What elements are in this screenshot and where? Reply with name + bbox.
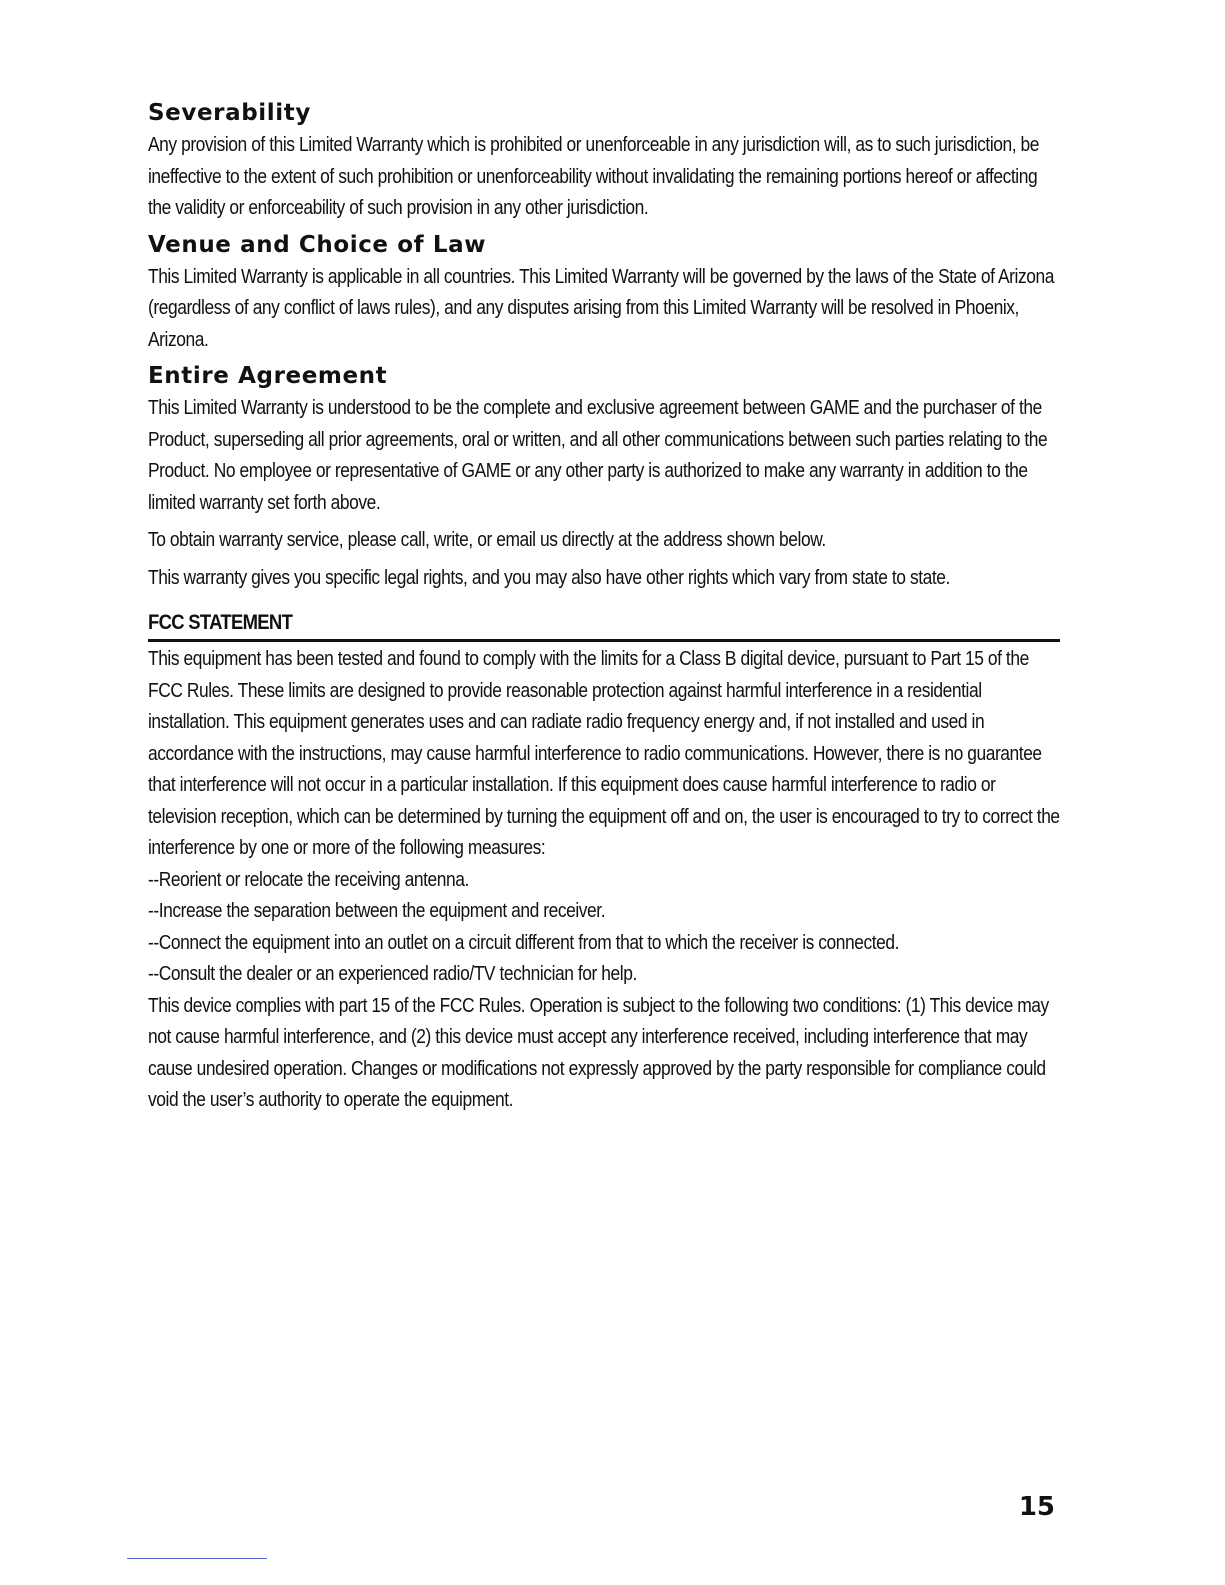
section-title-entire-agreement: Entire Agreement (148, 363, 388, 389)
fcc-title: FCC STATEMENT (148, 611, 293, 634)
fcc-measure-item: --Connect the equipment into an outlet on a circuit different from that to which the receiver is connected. (148, 931, 900, 954)
entire-agreement-paragraph: This Limited Warranty is understood to be the complete and exclusive agreement between GAME and the purchaser of the Product, superseding all prior agreements, oral or written, and all other communications between such parties relating to the Product. No employee or representative of GAME or any other party is authorized to make any warranty in addition to the limited warranty set forth above. (148, 397, 1048, 514)
venue-paragraph: This Limited Warranty is applicable in all countries. This Limited Warranty will be governed by the laws of the State of Arizona (regardless of any conflict of laws rules), and any disputes arising from this Limited Warranty will be resolved in Phoenix, Arizona. (148, 265, 1054, 351)
severability-paragraph: Any provision of this Limited Warranty which is prohibited or unenforceable in any jurisdiction will, as to such jurisdiction, be ineffective to the extent of such prohibition or unenforceability without invalidating the remaining portions hereof or affecting the validity or enforceability of such provision in any other jurisdiction. (148, 134, 1040, 219)
fcc-measure-item: --Consult the dealer or an experienced radio/TV technician for help. (148, 963, 637, 985)
fcc-measure-item: --Increase the separation between the equipment and receiver. (148, 900, 606, 922)
section-title-venue: Venue and Choice of Law (148, 231, 487, 258)
footer-divider (127, 1558, 267, 1559)
warranty-service-paragraph: To obtain warranty service, please call, write, or email us directly at the address shown below. (148, 529, 826, 551)
fcc-measure-item: --Reorient or relocate the receiving antenna. (148, 868, 469, 891)
legal-rights-paragraph: This warranty gives you specific legal rights, and you may also have other rights which vary from state to state. (148, 566, 950, 589)
fcc-intro-paragraph: This equipment has been tested and found to comply with the limits for a Class B digital device, pursuant to Part 15 of the FCC Rules. These limits are designed to provide reasonable protection against harmful interference in a residential installation. This equipment generates uses and can radiate radio frequency energy and, if not installed and used in accordance with the instructions, may cause harmful interference to radio communications. However, there is no guarantee that interference will not occur in a particular installation. If this equipment does cause harmful interference to radio or television reception, which can be determined by turning the equipment off and on, the user is encouraged to try to correct the interference by one or more of the following measures: (148, 648, 1060, 859)
page-number: 15 (1018, 1492, 1055, 1522)
fcc-compliance-paragraph: This device complies with part 15 of the FCC Rules. Operation is subject to the following two conditions: (1) This device may not cause harmful interference, and (2) this device must accept any interference received, including interference that may cause undesired operation. Changes or modifications not expressly approved by the party responsible for compliance could void the user’s authority to operate the equipment. (148, 994, 1049, 1111)
section-title-severability: Severability (148, 100, 311, 126)
fcc-header (148, 608, 1060, 642)
document-page (148, 96, 1060, 1117)
